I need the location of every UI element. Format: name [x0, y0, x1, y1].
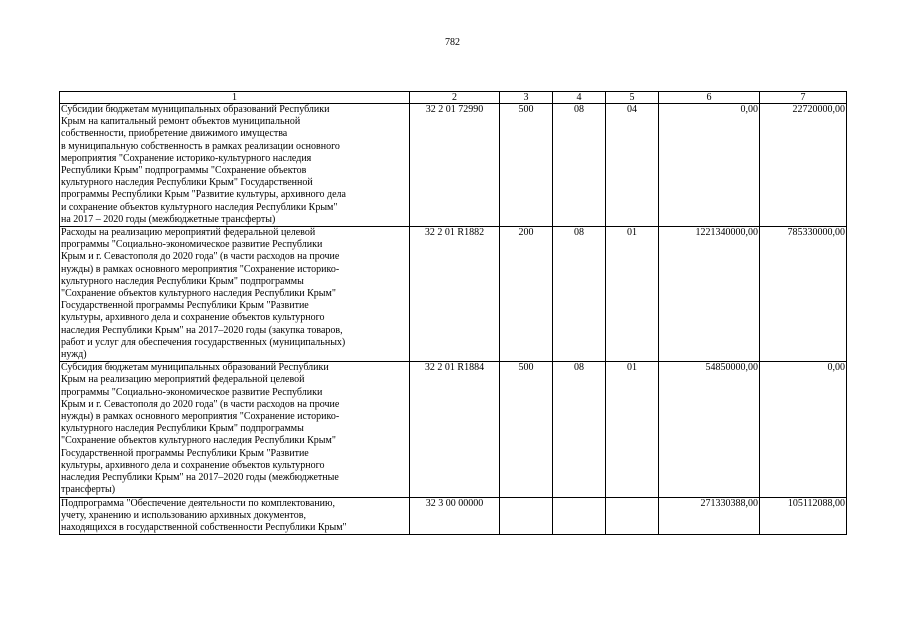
header-col-7: 7 — [760, 92, 847, 104]
table-row — [60, 362, 847, 497]
row-expense-type: 500 — [500, 362, 553, 497]
row-target-article: 32 2 01 R1882 — [410, 227, 500, 362]
row-description: Субсидии бюджетам муниципальных образований Республики Крым на капитальный ремонт объектов муниципальной собственности, приобретение движимого имущества в муниципальную собственность в рамках реализации основного мероприятия "Сохранение историко-культурного наследия Республики Крым" подпрограммы "Сохранение объектов культурного наследия Республики Крым" Государственной программы Республики Крым "Развитие культуры, архивного дела и сохранение объектов культурного наследия Республики Крым" на 2017 – 2020 годы (межбюджетные трансферты) — [60, 104, 410, 227]
page-number: 782 — [445, 37, 460, 48]
row-amount-2: 22720000,00 — [760, 104, 847, 227]
row-subsection — [606, 497, 659, 535]
table-row — [60, 104, 847, 227]
row-target-article: 32 2 01 R1884 — [410, 362, 500, 497]
row-description: Субсидия бюджетам муниципальных образований Республики Крым на реализацию мероприятий федеральной целевой программы "Социально-экономическое развитие Республики Крым и г. Севастополя до 2020 года" (в части расходов на прочие нужды) в рамках основного мероприятия "Сохранение историко- культурного наследия Республики Крым" подпрограммы "Сохранение объектов культурного наследия Республики Крым" Государственной программы Республики Крым "Развитие культуры, архивного дела и сохранение объектов культурного наследия Республики Крым" на 2017–2020 годы (межбюджетные трансферты) — [60, 362, 410, 497]
row-description: Расходы на реализацию мероприятий федеральной целевой программы "Социально-экономическое развитие Республики Крым и г. Севастополя до 2020 года" (в части расходов на прочие нужды) в рамках основного мероприятия "Сохранение историко- культурного наследия Республики Крым" подпрограммы "Сохранение объектов культурного наследия Республики Крым" Государственной программы Республики Крым "Развитие культуры, архивного дела и сохранение объектов культурного наследия Республики Крым" на 2017–2020 годы (закупка товаров, работ и услуг для обеспечения государственных (муниципальных) нужд) — [60, 227, 410, 362]
row-amount-2: 0,00 — [760, 362, 847, 497]
row-subsection: 01 — [606, 362, 659, 497]
header-col-5: 5 — [606, 92, 659, 104]
row-amount-2: 785330000,00 — [760, 227, 847, 362]
row-amount-2: 105112088,00 — [760, 497, 847, 535]
header-col-6: 6 — [659, 92, 760, 104]
row-description: Подпрограмма "Обеспечение деятельности по комплектованию, учету, хранению и использованию архивных документов, находящихся в государственной собственности Республики Крым" — [60, 497, 410, 535]
header-col-3: 3 — [500, 92, 553, 104]
row-expense-type: 200 — [500, 227, 553, 362]
table-row — [60, 227, 847, 362]
row-subsection: 01 — [606, 227, 659, 362]
row-amount-1: 271330388,00 — [659, 497, 760, 535]
row-section — [553, 497, 606, 535]
row-amount-1: 0,00 — [659, 104, 760, 227]
row-section: 08 — [553, 227, 606, 362]
row-subsection: 04 — [606, 104, 659, 227]
table-row — [60, 497, 847, 535]
budget-table — [59, 91, 847, 535]
row-expense-type — [500, 497, 553, 535]
row-section: 08 — [553, 362, 606, 497]
header-col-2: 2 — [410, 92, 500, 104]
header-col-4: 4 — [553, 92, 606, 104]
row-target-article: 32 3 00 00000 — [410, 497, 500, 535]
row-target-article: 32 2 01 72990 — [410, 104, 500, 227]
row-expense-type: 500 — [500, 104, 553, 227]
header-row — [60, 92, 847, 104]
row-amount-1: 1221340000,00 — [659, 227, 760, 362]
row-amount-1: 54850000,00 — [659, 362, 760, 497]
row-section: 08 — [553, 104, 606, 227]
header-col-1: 1 — [60, 92, 410, 104]
